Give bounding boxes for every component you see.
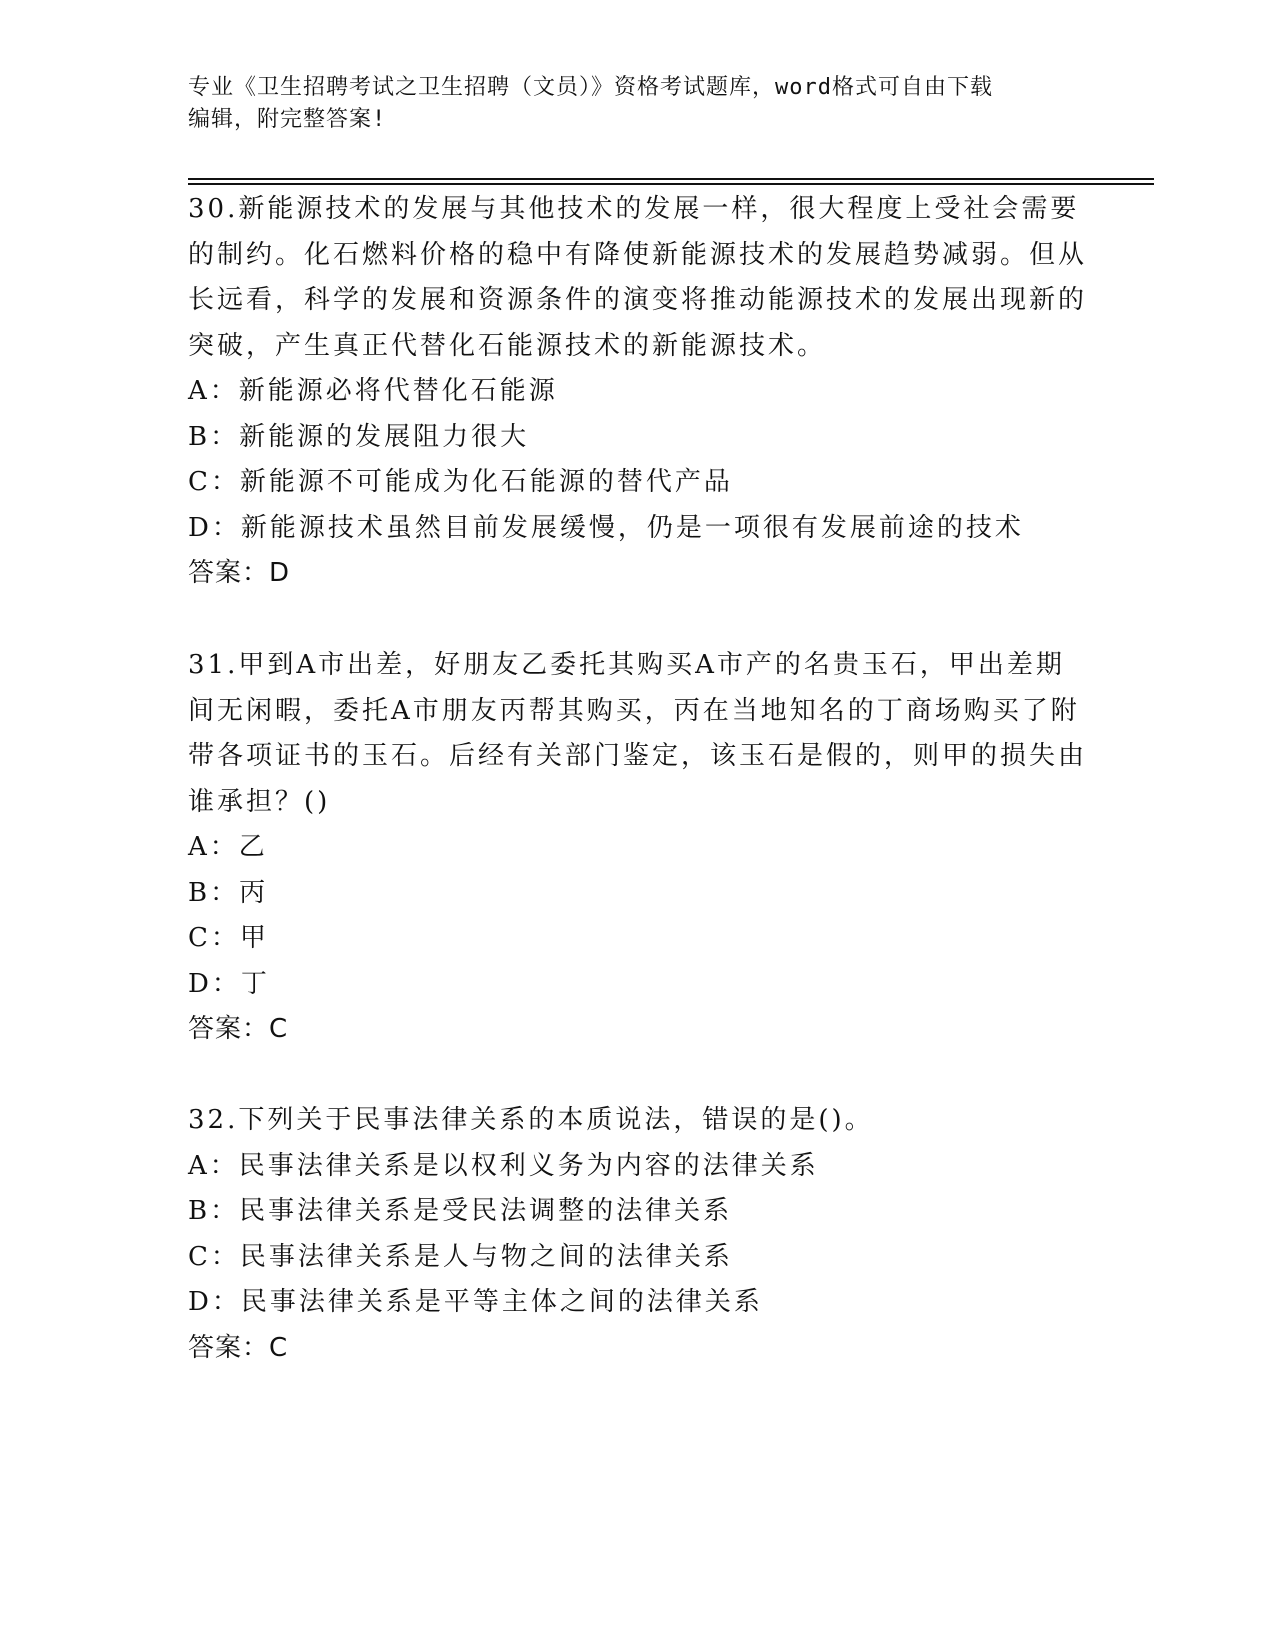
question-30: [188, 187, 1088, 597]
option-c: C：甲: [188, 923, 269, 953]
question-31: [188, 643, 1088, 1053]
header-note-line-1: 专业《卫生招聘考试之卫生招聘（文员）》资格考试题库，word格式可自由下载: [188, 75, 993, 100]
option-d: D：新能源技术虽然目前发展缓慢，仍是一项很有发展前途的技术: [188, 512, 1024, 543]
option-a: A：新能源必将代替化石能源: [188, 376, 558, 406]
question-stem: 30.新能源技术的发展与其他技术的发展一样，很大程度上受社会需要的制约。化石燃料价格的稳中有降使新能源技术的发展趋势减弱。但从长远看，科学的发展和资源条件的演变将推动能源技术的发展出现新的突破，产生真正代替化石能源技术的新能源技术。: [188, 194, 1088, 361]
question-32: [188, 1098, 1088, 1371]
option-d: D：丁: [188, 968, 270, 999]
question-stem: 32.下列关于民事法律关系的本质说法，错误的是()。: [188, 1105, 874, 1135]
header-note: [188, 72, 1088, 136]
option-b: B：新能源的发展阻力很大: [188, 421, 530, 452]
header-note-line-2: 编辑，附完整答案!: [188, 107, 387, 132]
option-a: A：民事法律关系是以权利义务为内容的法律关系: [188, 1150, 819, 1181]
option-d: D：民事法律关系是平等主体之间的法律关系: [188, 1287, 763, 1317]
option-c: C：新能源不可能成为化石能源的替代产品: [188, 467, 733, 497]
option-b: B：丙: [188, 877, 269, 908]
option-b: B：民事法律关系是受民法调整的法律关系: [188, 1196, 733, 1226]
option-a: A：乙: [188, 832, 268, 862]
answer: 答案：D: [188, 558, 291, 588]
answer: 答案：C: [188, 1014, 289, 1044]
question-stem: 31.甲到A市出差，好朋友乙委托其购买A市产的名贵玉石，甲出差期间无闲暇，委托A市朋友丙帮其购买，丙在当地知名的丁商场购买了附带各项证书的玉石。后经有关部门鉴定，该玉石是假的，则甲的损失由谁承担？(): [188, 650, 1088, 817]
header-divider-bottom: [188, 183, 1154, 185]
answer: 答案：C: [188, 1332, 289, 1363]
header-divider-top: [188, 178, 1154, 180]
option-c: C：民事法律关系是人与物之间的法律关系: [188, 1241, 733, 1272]
